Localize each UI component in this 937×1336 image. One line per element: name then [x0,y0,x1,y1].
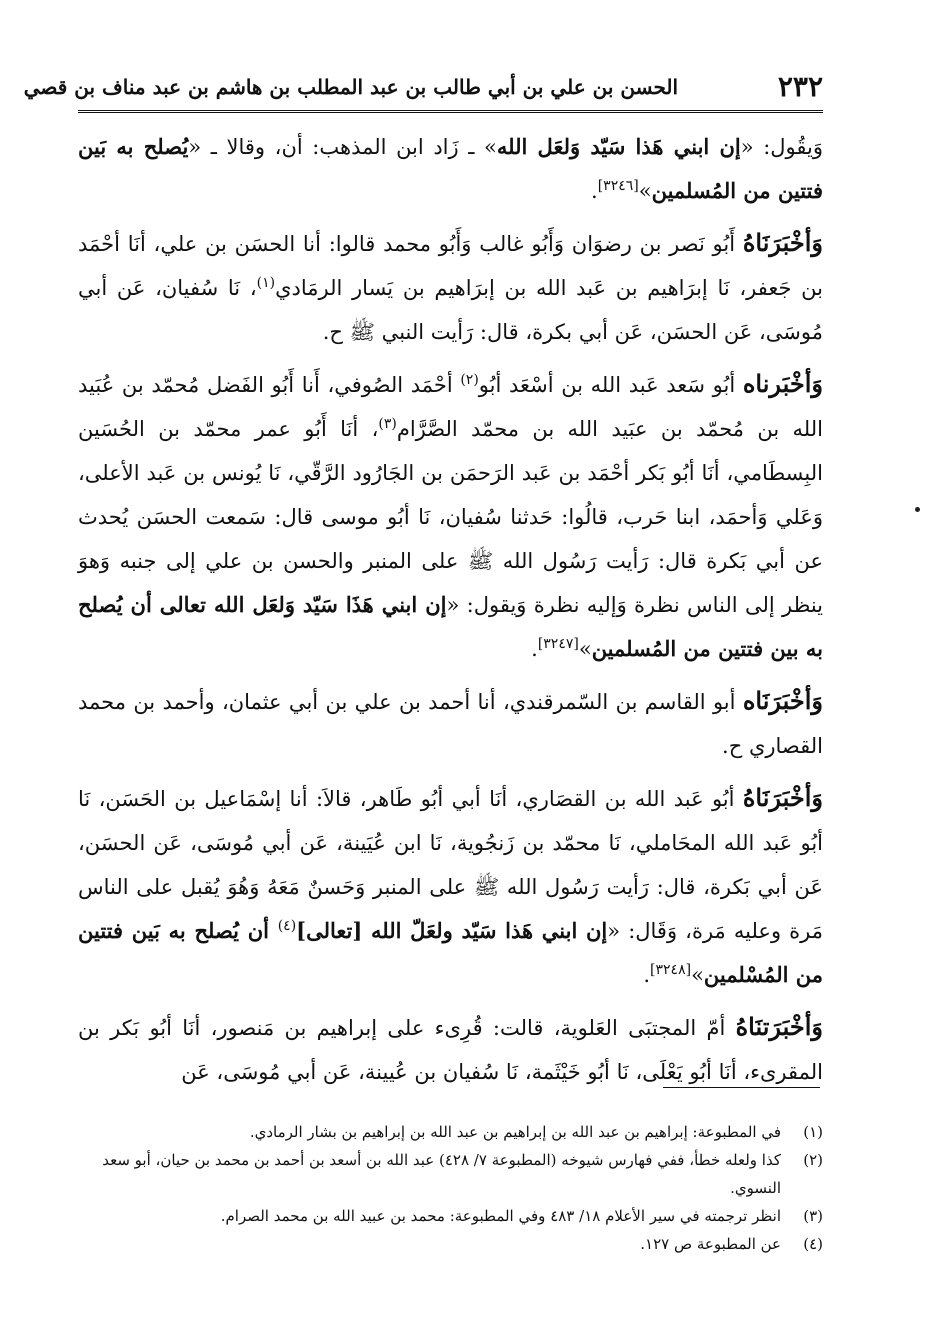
footnote-text: كذا ولعله خطأ، ففي فهارس شيوخه (المطبوعة ٧/ ٤٢٨) عبد الله بن أسعد بن أحمد بن محمد بن حيان، أبو سعد النسوي. [102,1151,781,1197]
text-segment: » [691,963,704,987]
paragraph-lead-word: وَأخْبَرناه [742,369,823,398]
text-segment: . [643,963,651,987]
paragraph [78,1005,823,1094]
paragraph [78,221,823,354]
footnotes-separator [663,1087,820,1088]
paragraph [78,125,823,213]
main-text [78,125,824,1084]
text-segment: » ـ زَاد ابن المذهب: أن، وقالا ـ « [188,135,497,159]
footnote-text: في المطبوعة: إبراهيم بن عبد الله بن إبراهيم بن عبد الله بن إبراهيم بن بشار الرمادي. [249,1123,781,1141]
paragraph-lead-word: وَأخْبَرَنَاه [742,686,823,715]
page-number: ٢٣٢ [777,70,823,103]
text-segment: وَيقُول: « [740,135,823,159]
text-segment: أَبُو نَصر بن رضوَان وَأَبُو غالب وَأَبُو محمد قالوا: أنا الحسَن بن علي، أنَا أحْمَد بن جَعفر، نَا إبرَاهيم بن عَبد الله بن إبرَاهيم بن يَسار الرمَادي [78,232,823,300]
hadith-quote: إن ابني هَذا سَيّد ولعَلّ الله [تعالى] [296,918,608,943]
paragraph [78,679,823,768]
text-segment: أمّ المجتبَى العَلوية، قالت: قُرِىء على إبراهيم بن مَنصور، أنَا أبُو بَكر بن المقرىء، أنَا أبُو يَعْلَى، نَا أبُو خَيْثَمة، نَا سُفيان بن عُيينة، عَن أبي مُوسَى، عَن [78,1016,823,1084]
paragraph-lead-word: وَأخْبَرَنَاهُ [742,783,823,812]
reference-marker: [٣٢٤٦] [597,178,639,194]
text-segment: . [591,179,598,203]
reference-marker: (٤) [277,918,297,934]
footnote-number: (٤) [803,1235,823,1253]
footnote [78,1202,823,1230]
running-title: الحسن بن علي بن أبي طالب بن عبد المطلب بن هاشم بن عبد مناف بن قصي [23,75,678,99]
reference-marker: (١) [256,275,276,291]
footnote [78,1118,823,1146]
hadith-quote: يُصلح به بَين فتتين من المُسلمين [78,134,823,203]
hadith-quote: إن ابني هَذا سَيّد وَلعَل الله [496,134,741,159]
footnote [78,1146,823,1202]
text-segment: أبُو عَبد الله بن القصَاري، أنَا أبي أبُو طَاهر، قالاَ: أنا إسْمَاعيل بن الحَسَن، نَا أبُو عَبد الله المحَاملي، نَا محمّد بن زَنجُوية، نَا ابن عُيَينة، عَن أبي مُوسَى، عَن الحسَن، عَن أبي بَكرة، قال: رَأيت رَسُول الله ﷺ على المنبر وَحَسنٌ مَعَهُ وَهُوَ يُقبل على الناس مَرة وعليه مَرة، وَقَال: « [78,787,823,943]
footnote-text: انظر ترجمته في سير الأعلام ١٨/ ٤٨٣ وفي المطبوعة: محمد بن عبيد الله بن محمد الصرام. [220,1207,781,1225]
text-segment: » [578,637,592,661]
footnote [78,1230,823,1258]
reference-marker: [٣٢٤٧] [537,636,579,652]
paragraph-lead-word: وَأخْبَرَنَاهُ [742,228,823,257]
header-rule [78,110,823,113]
text-segment: » [638,179,652,203]
reference-marker: [٣٢٤٨] [650,962,692,978]
reference-marker: (٢) [460,372,479,388]
footnote-number: (١) [803,1123,823,1141]
paragraph [78,362,823,671]
hadith-quote: إن ابني هَذَا سَيّد وَلعَل الله تعالى أن يُصلح به بين فتتين من المُسلمين [78,592,823,661]
footnote-text: عن المطبوعة ص ١٢٧. [640,1235,781,1253]
paragraph-lead-word: وَأخْبَرَتنَاهُ [735,1012,823,1041]
text-segment: . [531,637,538,661]
text-segment: أبو القاسم بن السّمرقندي، أنا أحمد بن علي بن أبي عثمان، وأحمد بن محمد القصاري ح. [78,690,823,758]
footnote-number: (٣) [803,1207,823,1225]
text-segment: أبُو سَعد عَبد الله بن أسْعَد أبُو [478,373,743,397]
paragraph [78,776,823,997]
text-segment: أحْمَد الصُوفي، أَنا أَبُو الفَضل مُحمّد بن عُبَيد الله بن مُحمّد بن عبَيد الله بن محمّد الصَّرَّام [78,373,823,441]
footnote-number: (٢) [803,1151,823,1169]
reference-marker: (٣) [378,416,397,432]
text-segment: ، أنَا أَبُو عمر محمّد بن الحُسَين البِسطَامي، أنَا أبُو بَكر أحْمَد بن عَبد الرَحمَن بن الجَارُود الرَّقّي، نَا يُونس بن عَبد الأعلى، وَعَلي وَأحمَد، ابنا حَرب، قالُوا: حَدثنا سُفيان، نَا أبُو موسى قال: سَمعت الحسَن يُحدث عن أبي بَكرة قال: رَأيت رَسُول الله ﷺ على المنبر والحسن بن علي إلى جنبه وَهوَ ينظر إلى الناس نظرة وَإليه نظرة وَيقول: « [78,417,824,617]
footnotes [78,1118,823,1258]
text-segment: ، نَا سُفيان، عَن أبي مُوسَى، عَن الحسَن، عَن أبي بكرة، قال: رَأيت النبي ﷺ ح. [78,276,823,344]
margin-dot [915,507,920,512]
page-header [23,58,823,108]
hadith-quote: أن يُصلح به بَين فتتين من المُسْلمين [78,918,823,987]
